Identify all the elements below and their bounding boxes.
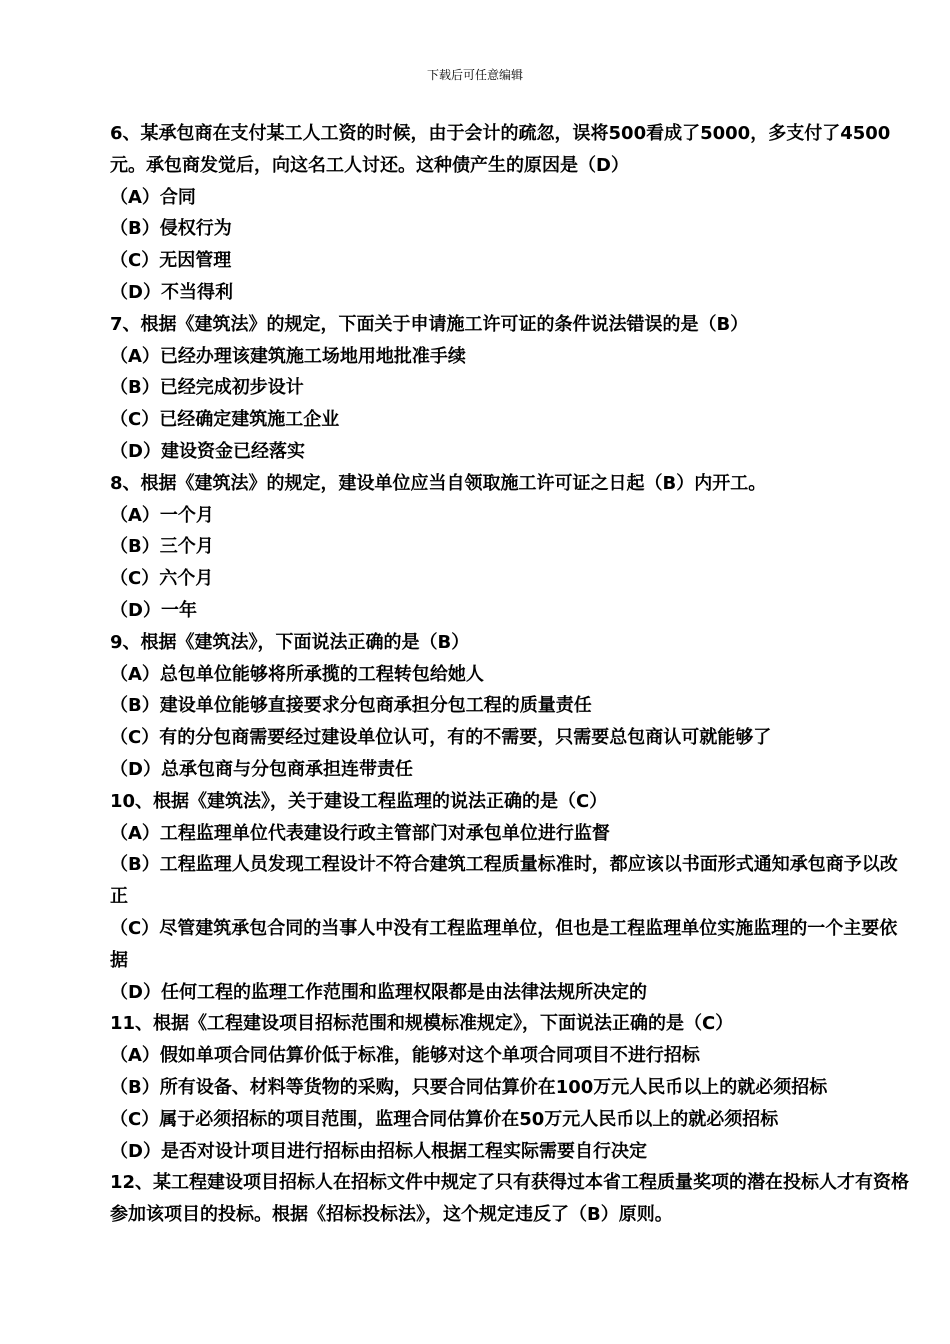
answer-option: （C）六个月 bbox=[110, 568, 214, 590]
answer-option: （D）任何工程的监理工作范围和监理权限都是由法律法规所决定的 bbox=[110, 981, 647, 1003]
answer-option: （B）已经完成初步设计 bbox=[110, 377, 304, 399]
answer-option: （D）一年 bbox=[110, 599, 197, 621]
answer-option: （B）工程监理人员发现工程设计不符合建筑工程质量标准时，都应该以书面形式通知承包商予以改正 bbox=[110, 854, 898, 908]
answer-option: （A）假如单项合同估算价低于标准，能够对这个单项合同项目不进行招标 bbox=[110, 1045, 700, 1067]
page-header: 下载后可任意编辑 bbox=[426, 68, 523, 82]
answer-option: （C）已经确定建筑施工企业 bbox=[110, 409, 340, 431]
answer-option: （B）所有设备、材料等货物的采购，只要合同估算价在100万元人民币以上的就必须招标 bbox=[110, 1076, 828, 1098]
answer-option: （A）已经办理该建筑施工场地用地批准手续 bbox=[110, 345, 466, 367]
answer-option: （B）三个月 bbox=[110, 536, 214, 558]
question-stem: 8、根据《建筑法》的规定，建设单位应当自领取施工许可证之日起（B）内开工。 bbox=[110, 472, 767, 494]
answer-option: （C）尽管建筑承包合同的当事人中没有工程监理单位，但也是工程监理单位实施监理的一个主要依据 bbox=[110, 917, 898, 971]
answer-option: （D）是否对设计项目进行招标由招标人根据工程实际需要自行决定 bbox=[110, 1140, 647, 1162]
answer-option: （C）有的分包商需要经过建设单位认可，有的不需要，只需要总包商认可就能够了 bbox=[110, 727, 772, 749]
answer-option: （A）一个月 bbox=[110, 504, 214, 526]
question-stem: 7、根据《建筑法》的规定，下面关于申请施工许可证的条件说法错误的是（B） bbox=[110, 313, 749, 335]
question-stem: 9、根据《建筑法》，下面说法正确的是（B） bbox=[110, 631, 470, 653]
answer-option: （A）工程监理单位代表建设行政主管部门对承包单位进行监督 bbox=[110, 822, 610, 844]
question-list bbox=[110, 118, 915, 1231]
answer-option: （D）总承包商与分包商承担连带责任 bbox=[110, 758, 413, 780]
answer-option: （A）总包单位能够将所承揽的工程转包给她人 bbox=[110, 663, 484, 685]
answer-option: （D）建设资金已经落实 bbox=[110, 440, 305, 462]
question-stem: 11、根据《工程建设项目招标范围和规模标准规定》，下面说法正确的是（C） bbox=[110, 1013, 734, 1035]
answer-option: （A）合同 bbox=[110, 186, 196, 208]
answer-option: （B）建设单位能够直接要求分包商承担分包工程的质量责任 bbox=[110, 695, 592, 717]
question-stem: 10、根据《建筑法》，关于建设工程监理的说法正确的是（C） bbox=[110, 790, 608, 812]
question-stem: 6、某承包商在支付某工人工资的时候，由于会计的疏忽，误将500看成了5000，多支付了4500元。承包商发觉后，向这名工人讨还。这种债产生的原因是（D） bbox=[110, 123, 891, 176]
answer-option: （D）不当得利 bbox=[110, 281, 233, 303]
answer-option: （B）侵权行为 bbox=[110, 218, 232, 240]
answer-option: （C）无因管理 bbox=[110, 250, 232, 272]
question-stem: 12、某工程建设项目招标人在招标文件中规定了只有获得过本省工程质量奖项的潜在投标人才有资格参加该项目的投标。根据《招标投标法》，这个规定违反了（B）原则。 bbox=[110, 1172, 910, 1226]
answer-option: （C）属于必须招标的项目范围，监理合同估算价在50万元人民币以上的就必须招标 bbox=[110, 1108, 779, 1130]
